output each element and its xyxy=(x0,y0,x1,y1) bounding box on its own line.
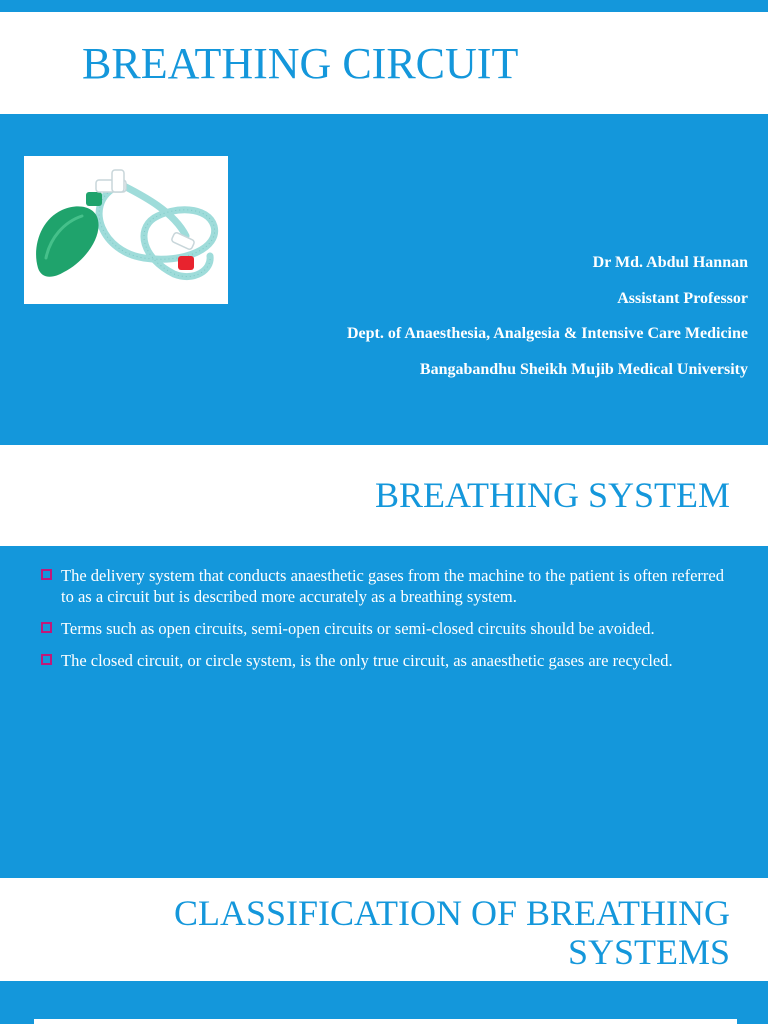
slide-title-line: SYSTEMS xyxy=(567,931,730,972)
bullet-text: Terms such as open circuits, semi-open circuits or semi-closed circuits should be avoided. xyxy=(61,619,655,638)
list-item xyxy=(40,565,730,607)
slide-title-line: CLASSIFICATION OF BREATHING xyxy=(173,893,730,933)
bullet-text: The closed circuit, or circle system, is the only true circuit, as anaesthetic gases are recycled. xyxy=(61,651,673,670)
content-panel xyxy=(34,1019,737,1024)
list-item xyxy=(40,618,730,639)
hollow-square-bullet-icon xyxy=(41,654,52,665)
slide-title: BREATHING CIRCUIT xyxy=(82,39,519,88)
author-position: Assistant Professor xyxy=(617,289,748,307)
slide-title: BREATHING SYSTEM xyxy=(374,475,730,515)
author-institution: Bangabandhu Sheikh Mujib Medical University xyxy=(419,360,748,378)
bullet-list xyxy=(40,565,730,682)
hollow-square-bullet-icon xyxy=(41,569,52,580)
author-name: Dr Md. Abdul Hannan xyxy=(592,254,748,271)
bullet-text: The delivery system that conducts anaesthetic gases from the machine to the patient is often referred to as a circuit but is described more accurately as a breathing system. xyxy=(61,566,724,606)
author-block xyxy=(347,253,748,395)
breathing-circuit-image xyxy=(24,156,228,304)
breathing-circuit-illustration xyxy=(24,156,228,304)
slide-title xyxy=(90,894,730,972)
list-item xyxy=(40,650,730,671)
hollow-square-bullet-icon xyxy=(41,622,52,633)
author-department: Dept. of Anaesthesia, Analgesia & Intensive Care Medicine xyxy=(346,325,748,342)
